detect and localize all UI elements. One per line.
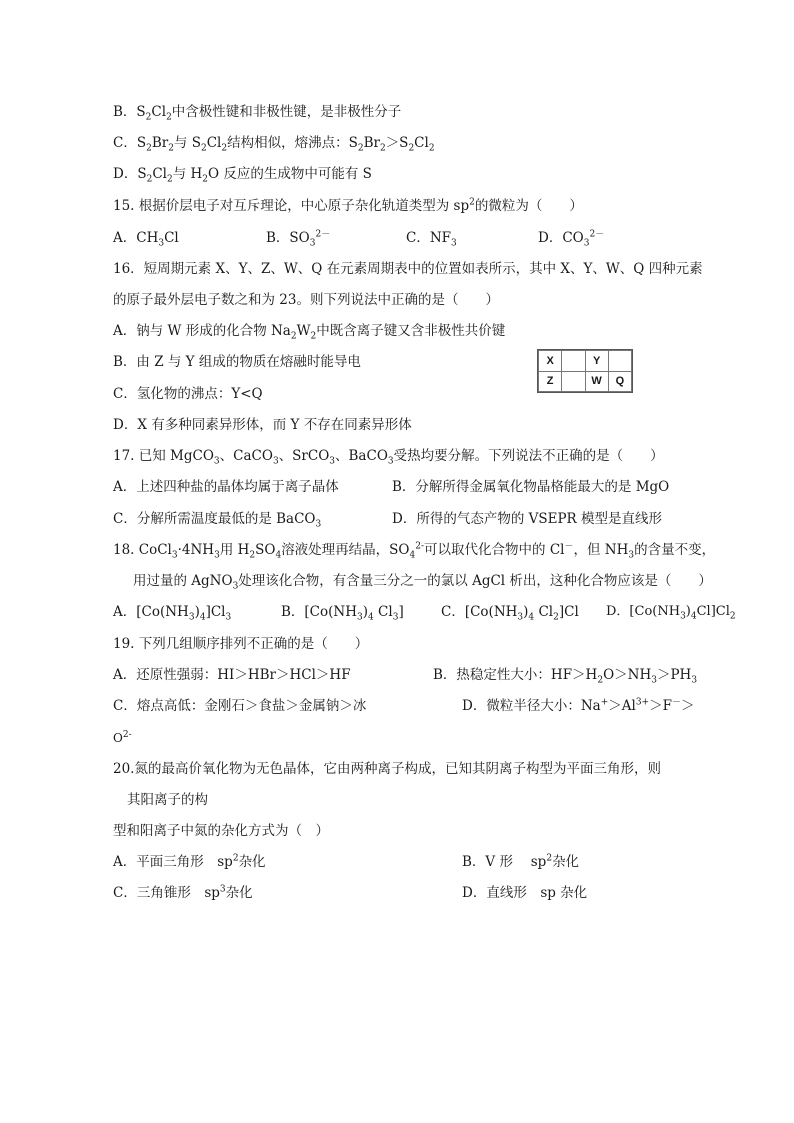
q16-stem-line1: 16．短周期元素 X、Y、Z、W、Q 在元素周期表中的位置如表所示，其中 X、Y、W、Q 四种元素 xyxy=(113,261,703,277)
q17-stem: 17. 已知 MgCO$_3$、CaCO$_3$、SrCO$_3$、BaCO$_3$受热均要分解。下列说法不正确的是（ ） xyxy=(113,448,664,467)
q18-option-c: C．[$Co(NH_3)_4$ $Cl_2]Cl$ xyxy=(441,604,579,623)
table-cell xyxy=(562,371,585,392)
q17-option-d: D．所得的气态产物的 VSEPR 模型是直线形 xyxy=(392,511,663,527)
q19-option-b: B．热稳定性大小：$HF>H_2O>NH_3>PH_3$ xyxy=(433,667,698,686)
table-cell xyxy=(562,351,585,372)
periodic-table-fragment xyxy=(537,349,633,393)
q20-option-d: D．直线形 sp 杂化 xyxy=(462,885,588,901)
table-cell: X xyxy=(539,351,562,372)
q19-option-d-continued: $O^{2-}$ xyxy=(113,730,132,745)
table-cell: Q xyxy=(608,371,631,392)
q16-option-d: D．X 有多种同素异形体，而 Y 不存在同素异形体 xyxy=(113,417,412,433)
q19-option-d: D．微粒半径大小：$Na^+>Al^{3+}>F^->$ xyxy=(462,697,695,714)
table-cell: Y xyxy=(585,351,608,372)
q16-stem-line2: 的原子最外层电子数之和为 23。则下列说法中正确的是（ ） xyxy=(113,292,499,308)
q20-stem-line1: 20.氮的最高价氧化物为无色晶体，它由两种离子构成，已知其阴离子构型为平面三角形，则 xyxy=(113,761,661,777)
q18-stem-line2: 用过量的 AgNO$_3$处理该化合物，有含量三分之一的氯以 AgCl 析出，这种化合物应该是（ ） xyxy=(133,573,712,592)
q18-option-a: A．$[Co(NH_3)_4]Cl_3$ xyxy=(113,604,232,623)
q19-stem: 19. 下列几组顺序排列不正确的是（ ） xyxy=(113,636,369,652)
q17-option-a: A．上述四种盐的晶体均属于离子晶体 xyxy=(113,479,339,495)
table-cell xyxy=(608,351,631,372)
table-cell: W xyxy=(585,371,608,392)
q15-stem: 15. 根据价层电子对互斥理论，中心原子杂化轨道类型为 $sp^2$的微粒为（ ） xyxy=(113,197,583,214)
q16-option-c: C．氢化物的沸点：Y<Q xyxy=(113,386,263,402)
q15-option-c: C．$NF_3$ xyxy=(406,230,457,249)
q15-option-b: B．$SO_3^{2-}$ xyxy=(266,229,331,249)
q20-option-a: A．平面三角形 $sp^2$杂化 xyxy=(113,853,266,870)
q20-stem-line3: 型和阳离子中氮的杂化方式为（ ） xyxy=(113,823,329,839)
table-cell: Z xyxy=(539,371,562,392)
q15-option-a: A．$CH_3Cl$ xyxy=(113,230,179,249)
q14-option-c: C．$S_2Br_2$与 $S_2Cl_2$结构相似，熔沸点：$S_2Br_2>S_2Cl_2$ xyxy=(113,135,435,154)
q15-option-d: D．$CO_3^{2-}$ xyxy=(538,229,605,249)
q17-option-b: B．分解所得金属氧化物晶格能最大的是 MgO xyxy=(392,479,670,495)
q19-option-c: C．熔点高低：金刚石＞食盐＞金属钠＞冰 xyxy=(113,698,367,714)
q14-option-d: D．$S_2Cl_2$与 $H_2O$ 反应的生成物中可能有 S xyxy=(113,166,372,185)
q19-option-a: A．还原性强弱：HI＞HBr＞HCl＞HF xyxy=(113,667,351,683)
q14-option-b: B．$S_2Cl_2$中含极性键和非极性键，是非极性分子 xyxy=(113,104,402,123)
q18-option-d: D．$[Co(NH_3)_4Cl]Cl_2$ xyxy=(606,604,736,622)
q20-option-c: C．三角锥形 $sp^3$杂化 xyxy=(113,884,253,901)
q18-stem-line1: 18. $CoCl_3\cdot 4NH_3$用 $H_2SO_4$溶液处理再结晶，$SO_4^{2-}$可以取代化合物中的 Cl－，但 $NH_3$的含量不变， xyxy=(113,541,716,561)
q16-option-a: A．钠与 W 形成的化合物 $Na_2W_2$中既含离子键又含非极性共价键 xyxy=(113,323,506,342)
q20-stem-line2: 其阳离子的构 xyxy=(127,792,208,808)
q17-option-c: C．分解所需温度最低的是 BaCO$_3$ xyxy=(113,511,322,530)
q20-option-b: B．V 形 $sp^2$杂化 xyxy=(462,853,580,870)
q16-option-b: B．由 Z 与 Y 组成的物质在熔融时能导电 xyxy=(113,354,361,370)
q18-option-b: B．[$Co(NH_3)_4$ $Cl_3$] xyxy=(281,604,404,623)
